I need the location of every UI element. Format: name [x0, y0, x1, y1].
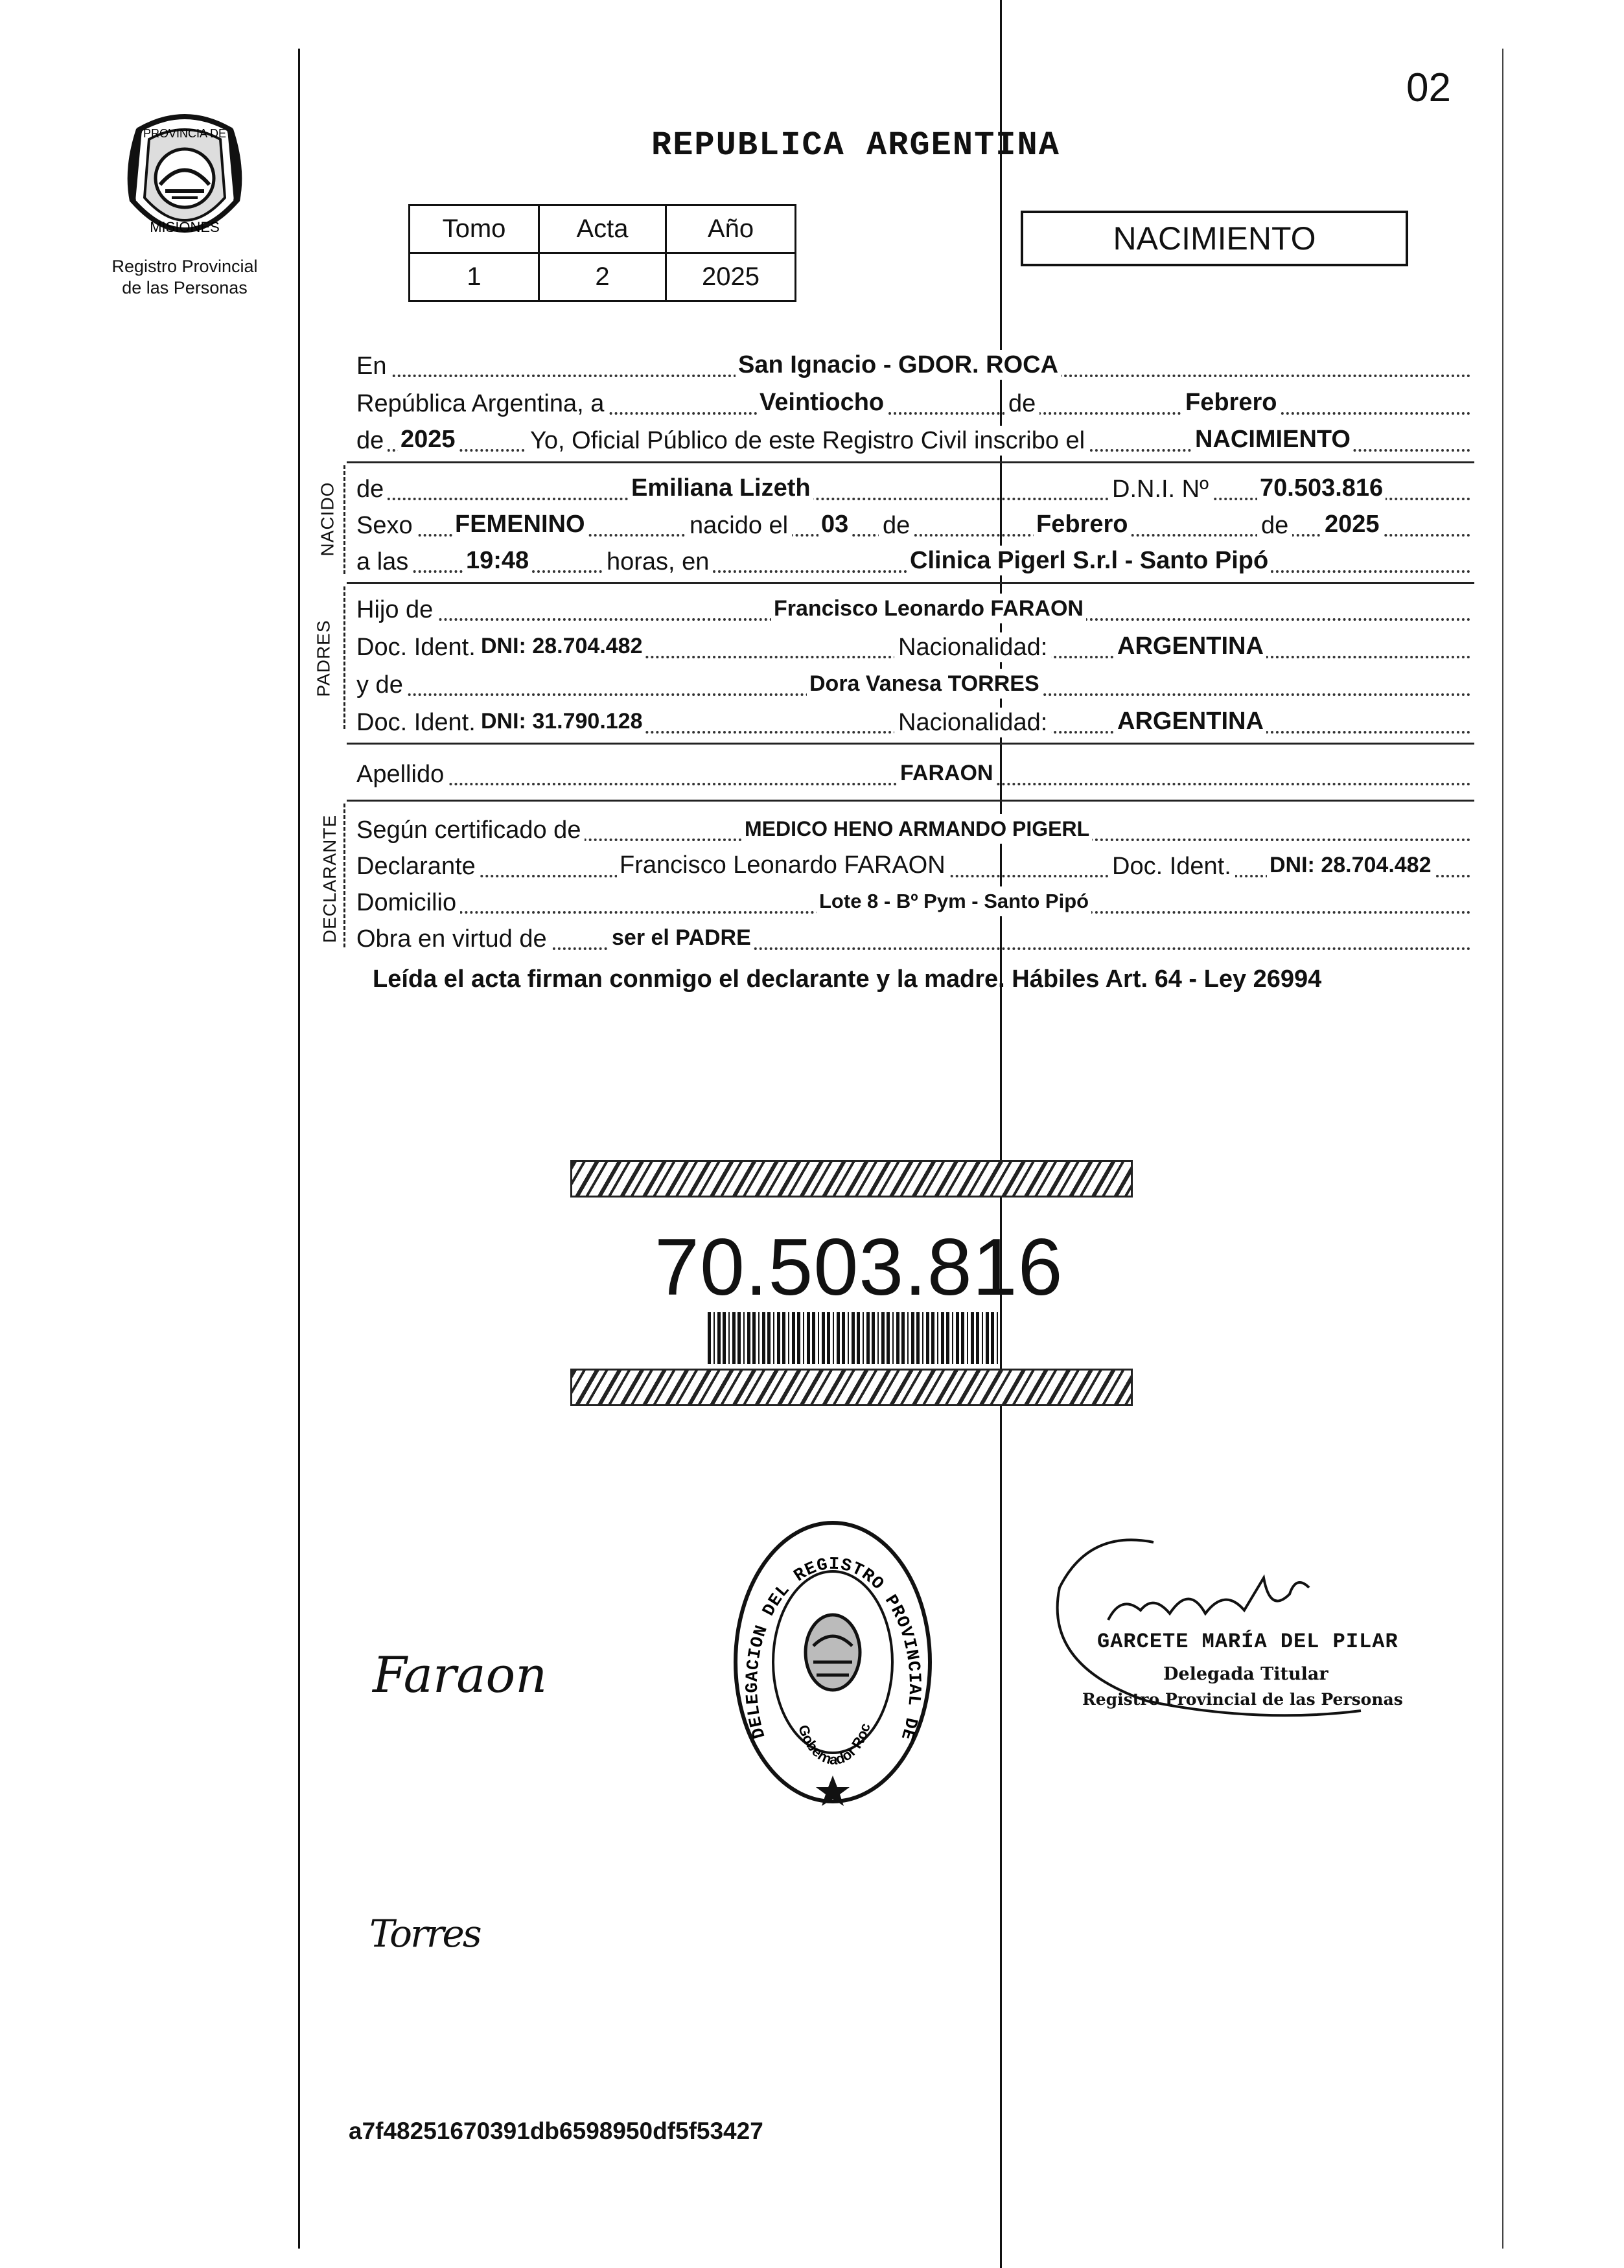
row-name	[356, 467, 1471, 504]
coat-of-arms-icon	[806, 1615, 860, 1690]
section-label-padres: PADRES	[313, 619, 334, 697]
label-de-year: de	[356, 426, 388, 456]
row-certificado	[356, 807, 1471, 845]
record-table	[408, 204, 796, 302]
stamp-outer-text: DELEGACION DEL REGISTRO PROVINCIAL DE	[743, 1555, 924, 1743]
value-birth-place: Clinica Pigerl S.r.l - Santo Pipó	[907, 546, 1271, 575]
province-seal-icon	[120, 104, 249, 253]
row-apellido	[356, 752, 1471, 789]
declarant-signature: Faraon	[373, 1646, 548, 1704]
row-father	[356, 587, 1471, 625]
label-statement: Yo, Oficial Público de este Registro Civil inscribo el	[526, 426, 1089, 456]
label-dni: D.N.I. Nº	[1108, 474, 1212, 504]
section-divider	[347, 800, 1474, 802]
seal-text-bottom: MISIONES	[150, 219, 220, 235]
label-de-month: de	[1004, 389, 1039, 419]
security-pattern-bottom	[570, 1369, 1133, 1406]
section-label-nacido: NACIDO	[317, 481, 338, 557]
value-day: Veintiocho	[757, 388, 887, 417]
label-de-birth-year: de	[1257, 511, 1292, 540]
value-year: 2025	[398, 424, 458, 454]
row-domicilio	[356, 880, 1471, 918]
label-domicilio: Domicilio	[356, 888, 460, 918]
header-tomo: Tomo	[410, 205, 539, 253]
record-type-box: NACIMIENTO	[1021, 211, 1408, 266]
padres-bar	[343, 586, 345, 729]
value-anio: 2025	[666, 253, 796, 301]
label-sexo: Sexo	[356, 511, 417, 540]
header-acta: Acta	[539, 205, 666, 253]
value-father-name: Francisco Leonardo FARAON	[771, 594, 1086, 623]
document-hash: a7f48251670391db6598950df5f53427	[349, 2118, 763, 2144]
official-stamp	[726, 1516, 940, 1811]
row-statement	[356, 418, 1471, 456]
row-declarante	[356, 844, 1471, 881]
stamp-inner-text: Gobernador Roc	[795, 1721, 874, 1768]
row-place	[356, 343, 1471, 381]
label-father-nat: Nacionalidad:	[894, 632, 1051, 662]
label-de-name: de	[356, 474, 388, 504]
value-child-name: Emiliana Lizeth	[629, 473, 813, 503]
value-father-nat: ARGENTINA	[1115, 631, 1266, 661]
right-margin-rule	[1502, 49, 1503, 2249]
section-divider	[347, 582, 1474, 584]
value-place: San Ignacio - GDOR. ROCA	[736, 350, 1061, 380]
section-divider	[347, 743, 1474, 745]
id-number: 70.503.816	[655, 1223, 1063, 1312]
label-horas: horas, en	[603, 547, 713, 577]
value-certificado: MEDICO HENO ARMANDO PIGERL	[742, 814, 1092, 844]
label-mother-nat: Nacionalidad:	[894, 708, 1051, 737]
value-birth-year: 2025	[1322, 509, 1382, 539]
nacido-bar	[343, 465, 345, 574]
section-divider	[347, 461, 1474, 463]
logo-caption-line1: Registro Provincial	[111, 257, 258, 276]
value-mother-doc: DNI: 31.790.128	[478, 706, 645, 736]
official-name: GARCETE MARÍA DEL PILAR	[1097, 1630, 1398, 1654]
section-label-declarante: DECLARANTE	[319, 814, 340, 943]
label-de-birth-month: de	[879, 511, 914, 540]
value-declarante-doc: DNI: 28.704.482	[1267, 850, 1434, 880]
value-month: Febrero	[1183, 388, 1279, 417]
row-mother-doc	[356, 700, 1471, 737]
value-acta: 2	[539, 253, 666, 301]
label-republica: República Argentina, a	[356, 389, 608, 419]
value-act: NACIMIENTO	[1192, 424, 1353, 454]
row-father-doc	[356, 625, 1471, 662]
row-time-place	[356, 539, 1471, 577]
label-father-doc: Doc. Ident.	[356, 632, 480, 662]
closing-statement: Leída el acta firman conmigo el declarante y la madre. Hábiles Art. 64 - Ley 26994	[373, 966, 1322, 993]
mother-signature: Torres	[369, 1912, 480, 1956]
registry-logo	[91, 104, 279, 299]
official-role: Delegada Titular	[1163, 1664, 1328, 1684]
row-obra	[356, 916, 1471, 954]
barcode	[708, 1312, 999, 1364]
value-tomo: 1	[410, 253, 539, 301]
value-birth-day: 03	[818, 509, 851, 539]
label-nacido-el: nacido el	[686, 511, 792, 540]
record-table-header	[410, 205, 796, 253]
value-declarante: Francisco Leonardo FARAON	[617, 850, 948, 880]
value-domicilio: Lote 8 - Bº Pym - Santo Pipó	[817, 886, 1091, 916]
row-date	[356, 381, 1471, 419]
label-y-de: y de	[356, 670, 407, 700]
value-mother-nat: ARGENTINA	[1115, 706, 1266, 736]
official-org: Registro Provincial de las Personas	[1082, 1690, 1403, 1709]
value-child-dni: 70.503.816	[1257, 473, 1386, 503]
label-hijo-de: Hijo de	[356, 595, 437, 625]
country-title: REPUBLICA ARGENTINA	[651, 126, 1060, 165]
record-table-values	[410, 253, 796, 301]
value-sexo: FEMENINO	[452, 509, 588, 539]
label-apellido: Apellido	[356, 759, 448, 789]
page-number: 02	[1406, 65, 1451, 110]
label-declarante: Declarante	[356, 851, 480, 881]
value-mother-name: Dora Vanesa TORRES	[807, 669, 1042, 699]
security-pattern-top	[570, 1160, 1133, 1198]
label-en: En	[356, 351, 390, 381]
value-apellido: FARAON	[898, 758, 996, 788]
label-certificado: Según certificado de	[356, 815, 585, 845]
seal-text-top: PROVINCIA DE	[143, 127, 227, 140]
declarante-bar	[343, 804, 345, 947]
value-father-doc: DNI: 28.704.482	[478, 631, 645, 661]
left-margin-rule	[298, 49, 300, 2249]
logo-caption-line2: de las Personas	[122, 278, 248, 297]
row-birth	[356, 503, 1471, 540]
label-a-las: a las	[356, 547, 412, 577]
row-mother	[356, 662, 1471, 700]
value-birth-month: Febrero	[1034, 509, 1130, 539]
header-anio: Año	[666, 205, 796, 253]
label-declarante-doc: Doc. Ident.	[1108, 851, 1235, 881]
label-obra: Obra en virtud de	[356, 924, 551, 954]
value-obra: ser el PADRE	[609, 923, 754, 953]
label-mother-doc: Doc. Ident.	[356, 708, 480, 737]
center-fold-rule	[1000, 0, 1002, 2268]
value-time: 19:48	[463, 546, 531, 575]
